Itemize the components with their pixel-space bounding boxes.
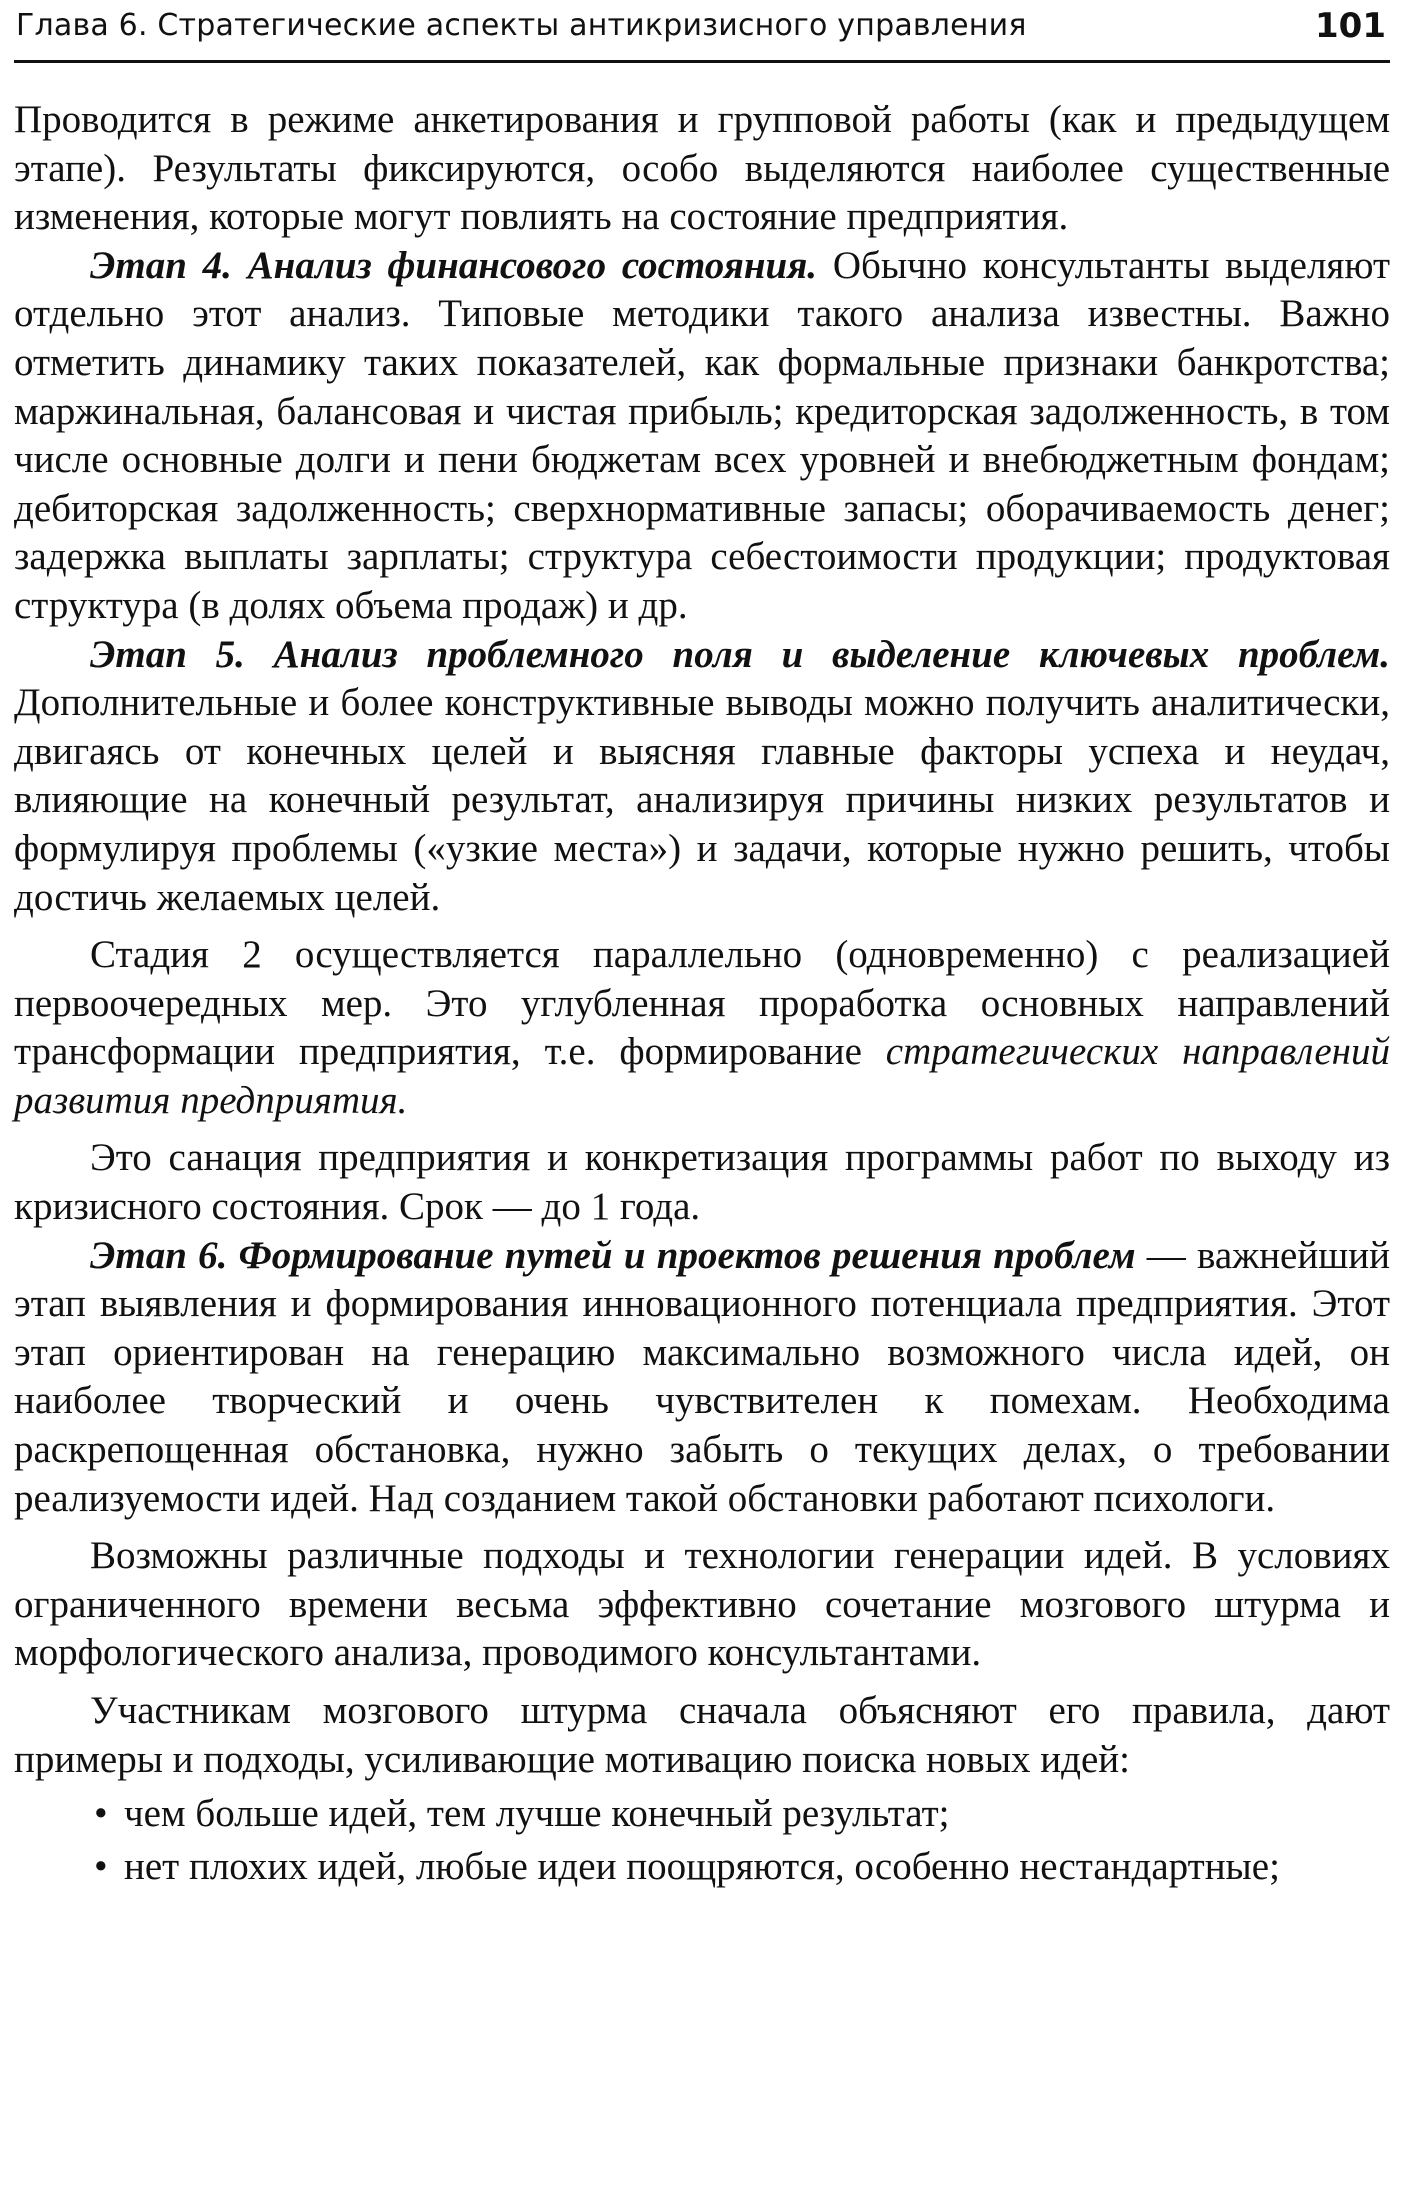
- list-item-text: нет плохих идей, любые идеи поощряются, особенно нестандартные;: [124, 1844, 1280, 1888]
- paragraph-stage-5: [14, 631, 1390, 923]
- list-item: [14, 1790, 1390, 1839]
- paragraph-text: Дополнительные и более конструктивные выводы можно получить аналитически, двигаясь от конечных целей и выясняя главные факторы успеха и неудач, влияющие на конечный результат, анализируя причины низких результатов и формулируя проблемы («узкие места») и задачи, которые нужно решить, чтобы достичь желаемых целей.: [14, 681, 1390, 919]
- stage-heading: Этап 5. Анализ проблемного поля и выделение ключевых проблем.: [90, 632, 1390, 676]
- running-header: [14, 0, 1390, 63]
- book-page: [14, 0, 1391, 1888]
- bullet-icon: •: [94, 1844, 108, 1888]
- brainstorm-rules-list: [14, 1790, 1390, 1891]
- paragraph-text: — важнейший этап выявления и формирования инновационного потенциала предприятия. Этот этап ориентирован на генерацию максимально возможного числа идей, он наиболее творческий и очень чувствителен к помехам. Необходима раскрепощенная обстановка, нужно забыть о текущих делах, о требовании реализуемости идей. Над созданием такой обстановки работают психологи.: [14, 1233, 1391, 1520]
- paragraph-idea-approaches: [14, 1532, 1390, 1678]
- stage-heading: Этап 6. Формирование путей и проектов решения проблем: [90, 1233, 1136, 1277]
- paragraph-stage-6: [14, 1232, 1390, 1524]
- chapter-title: Глава 6. Стратегические аспекты антикризисного управления: [16, 8, 1027, 43]
- paragraph-text: Возможны различные подходы и технологии генерации идей. В условиях ограниченного времени весьма эффективно сочетание мозгового штурма и морфологического анализа, проводимого консультантами.: [14, 1534, 1390, 1675]
- paragraph-survey: [14, 96, 1390, 242]
- italic-emphasis: стратегических направлений развития предприятия.: [14, 1030, 1390, 1122]
- paragraph-text: Проводится в режиме анкетирования и групповой работы (как и предыдущем этапе). Результаты фиксируются, особо выделяются наиболее существенные изменения, которые могут повлиять на состояние предприятия.: [14, 98, 1390, 239]
- page-number: 101: [1315, 6, 1386, 46]
- stage-heading: Этап 4. Анализ финансового состояния.: [90, 243, 818, 287]
- paragraph-text: Обычно консультанты выделяют отдельно этот анализ. Типовые методики такого анализа известны. Важно отметить динамику таких показателей, как формальные признаки банкротства; маржинальная, балансовая и чистая прибыль; кредиторская задолженность, в том числе основные долги и пени бюджетам всех уровней и внебюджетным фондам; дебиторская задолженность; сверхнормативные запасы; оборачиваемость денег; задержка выплаты зарплаты; структура себестоимости продукции; продуктовая структура (в долях объема продаж) и др.: [14, 243, 1391, 627]
- list-item-text: чем больше идей, тем лучше конечный результат;: [124, 1792, 950, 1836]
- paragraph-text: Стадия 2 осуществляется параллельно (одновременно) с реализацией первоочередных мер. Это углубленная проработка основных направлений трансформации предприятия, т.е. формирование: [14, 933, 1390, 1074]
- paragraph-text: Участникам мозгового штурма сначала объясняют его правила, дают примеры и подходы, усиливающие мотивацию поиска новых идей:: [14, 1689, 1390, 1781]
- paragraph-text: Это санация предприятия и конкретизация программы работ по выходу из кризисного состояния. Срок — до 1 года.: [14, 1136, 1390, 1229]
- bullet-icon: •: [94, 1792, 108, 1836]
- paragraph-brainstorm-rules: [14, 1687, 1390, 1784]
- list-item: [14, 1843, 1390, 1892]
- page-body: [14, 96, 1390, 1891]
- paragraph-stage-2-intro: [14, 931, 1390, 1125]
- paragraph-stage-4: [14, 242, 1390, 631]
- paragraph-sanation: [14, 1134, 1390, 1231]
